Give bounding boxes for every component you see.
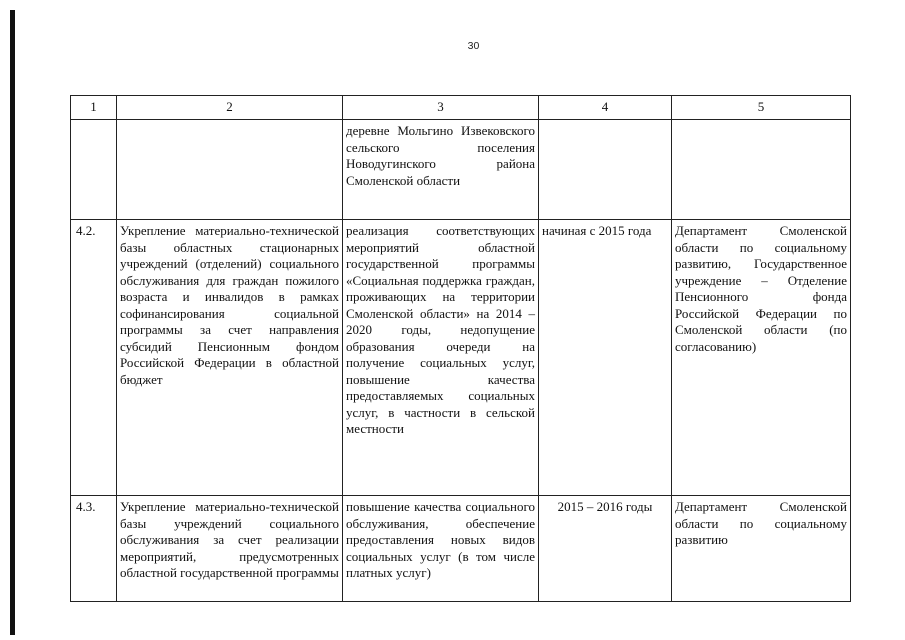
table-row bbox=[71, 220, 851, 480]
table-header-row bbox=[71, 96, 851, 120]
scan-edge-bar bbox=[10, 10, 15, 635]
row-measure: повышение качества социального обслуживания, обеспечение предоставления новых видов социальных услуг (в том числе платных услуг) bbox=[343, 496, 539, 602]
row-measure: реализация соответствующих мероприятий областной государственной программы «Социальная поддержка граждан, проживающих на территории Смоленской области» на 2014 – 2020 годы, недопущение образования очереди на получение социальных услуг, повышение качества предоставляемых социальных услуг, в частности в сельской местности bbox=[343, 220, 539, 480]
row-term: начиная с 2015 года bbox=[539, 220, 672, 480]
row-number: 4.2. bbox=[71, 220, 117, 480]
column-header-4: 4 bbox=[539, 96, 672, 120]
column-header-2: 2 bbox=[117, 96, 343, 120]
column-header-1: 1 bbox=[71, 96, 117, 120]
row-responsible: Департамент Смоленской области по социальному развитию bbox=[672, 496, 851, 602]
continuation-measure: деревне Мольгино Извековского сельского поселения Новодугинского района Смоленской области bbox=[343, 120, 539, 204]
row-responsible: Департамент Смоленской области по социальному развитию, Государственное учреждение – Отделение Пенсионного фонда Российской Федерации по Смоленской области (по согласованию) bbox=[672, 220, 851, 480]
row-activity: Укрепление материально-технической базы учреждений социального обслуживания за счет реализации мероприятий, предусмотренных областной государственной программы bbox=[117, 496, 343, 602]
column-header-5: 5 bbox=[672, 96, 851, 120]
table-row bbox=[71, 496, 851, 602]
row-number: 4.3. bbox=[71, 496, 117, 602]
page-number: 30 bbox=[467, 40, 480, 52]
measures-table bbox=[70, 95, 851, 602]
column-header-3: 3 bbox=[343, 96, 539, 120]
row-activity: Укрепление материально-технической базы областных стационарных учреждений (отделений) социального обслуживания для граждан пожилого возраста и инвалидов в рамках софинансирования социальной программы за счет направления субсидий Пенсионным фондом Российской Федерации в областной бюджет bbox=[117, 220, 343, 480]
table-row-continuation bbox=[71, 120, 851, 204]
row-term: 2015 – 2016 годы bbox=[539, 496, 672, 602]
